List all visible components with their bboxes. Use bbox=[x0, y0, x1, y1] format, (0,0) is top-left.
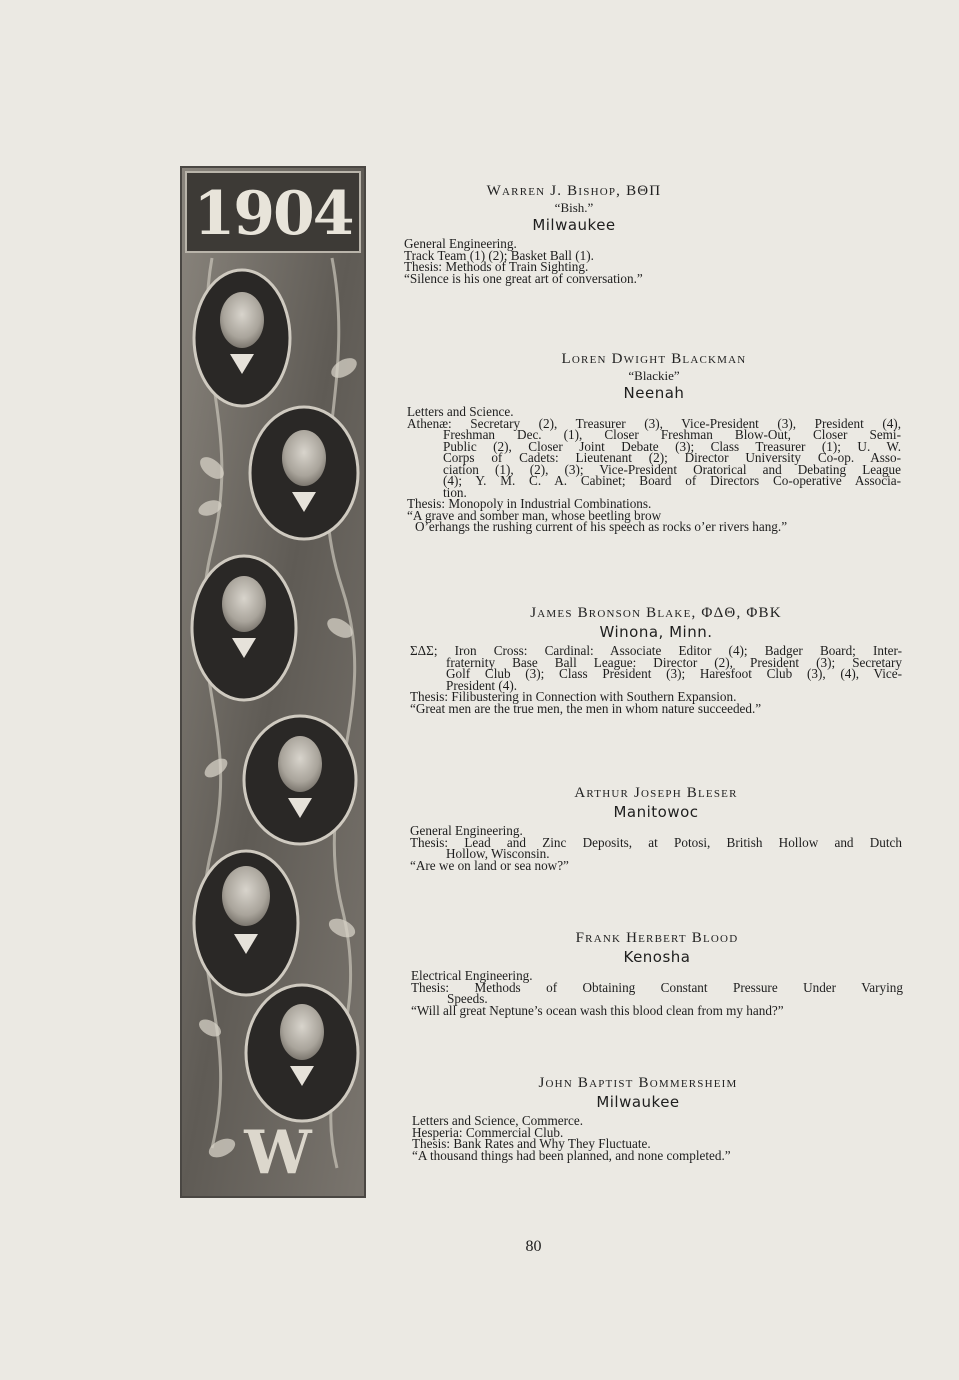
portrait-column bbox=[180, 166, 366, 1198]
quote: “Will all great Neptune’s ocean wash this blood clean from my hand?” bbox=[411, 1002, 784, 1018]
student-name: Warren J. Bishop, ΒΘΠ bbox=[486, 183, 662, 199]
thesis: Thesis: Methods of Obtaining Constant Pressure Under Varying bbox=[411, 979, 903, 995]
student-name: Loren Dwight Blackman bbox=[561, 351, 747, 367]
entry-blake bbox=[410, 604, 902, 714]
activities: Track Team (1) (2); Basket Ball (1). bbox=[404, 247, 594, 263]
entry-bishop bbox=[404, 182, 744, 284]
entry-bleser bbox=[410, 784, 902, 871]
hometown: Milwaukee bbox=[532, 216, 616, 234]
thesis: Thesis: Filibustering in Connection with Southern Expansion. bbox=[410, 689, 737, 704]
student-name: John Baptist Bommersheim bbox=[538, 1075, 738, 1091]
quote: “Silence is his one great art of conversation.” bbox=[404, 270, 643, 286]
entry-blood bbox=[411, 929, 903, 1016]
activities: Hesperia: Commercial Club. bbox=[412, 1124, 564, 1140]
year-plate: 1904 bbox=[193, 179, 353, 249]
quote: “A thousand things had been planned, and none completed.” bbox=[412, 1147, 731, 1163]
thesis: Thesis: Lead and Zinc Deposits, at Potosi, British Hollow and Dutch bbox=[410, 834, 902, 850]
student-name: Frank Herbert Blood bbox=[575, 930, 739, 946]
page-number: 80 bbox=[525, 1238, 542, 1255]
activities: ΣΔΣ; Iron Cross: Cardinal: Associate Editor (4); Badger Board; Inter- bbox=[410, 643, 902, 658]
student-name: James Bronson Blake, ΦΔΘ, ΦΒΚ bbox=[530, 605, 782, 621]
course: Letters and Science, Commerce. bbox=[412, 1113, 583, 1128]
thesis: Speeds. bbox=[447, 991, 488, 1006]
thesis: Thesis: Methods of Train Sighting. bbox=[404, 259, 589, 274]
entry-blackman bbox=[407, 350, 901, 533]
thesis: Thesis: Monopoly in Industrial Combinations. bbox=[407, 496, 652, 511]
course: General Engineering. bbox=[410, 823, 523, 838]
course: Letters and Science. bbox=[407, 404, 514, 419]
nickname: “Bish.” bbox=[554, 200, 594, 215]
activities: Golf Club (3); Class President (3); Haresfoot Club (3), (4), Vice- bbox=[446, 666, 902, 681]
w-monogram: W bbox=[244, 1118, 312, 1188]
student-name: Arthur Joseph Bleser bbox=[574, 785, 738, 801]
course: Electrical Engineering. bbox=[411, 968, 533, 983]
activities: fraternity Base Ball League: Director (2), President (3); Secretary bbox=[446, 654, 902, 670]
thesis: Thesis: Bank Rates and Why They Fluctuate. bbox=[412, 1136, 651, 1151]
hometown: Winona, Minn. bbox=[599, 623, 713, 641]
activities: (4); Y. M. C. A. Cabinet; Board of Directors Co-operative Associa- bbox=[443, 473, 901, 488]
activities: President (4). bbox=[446, 677, 518, 693]
hometown: Milwaukee bbox=[596, 1093, 680, 1111]
activities: Corps of Cadets: Lieutenant (2); Director University Co-op. Asso- bbox=[443, 450, 901, 465]
nickname: “Blackie” bbox=[628, 368, 680, 383]
quote: “Great men are the true men, the men in whom nature succeeded.” bbox=[410, 700, 762, 716]
hometown: Neenah bbox=[623, 384, 685, 402]
hometown: Manitowoc bbox=[613, 803, 699, 821]
activities: Freshman Dec. (1), Closer Freshman Blow-Out, Closer Semi- bbox=[443, 427, 901, 442]
thesis: Hollow, Wisconsin. bbox=[446, 846, 550, 861]
course: General Engineering. bbox=[404, 236, 517, 251]
activities: Athenæ: Secretary (2), Treasurer (3), Vice-President (3), President (4), bbox=[407, 415, 901, 431]
entry-bommersheim bbox=[412, 1074, 864, 1161]
quote: O’erhangs the rushing current of his speech as rocks o’er rivers hang.” bbox=[415, 519, 788, 534]
hometown: Kenosha bbox=[623, 948, 691, 966]
quote: “Are we on land or sea now?” bbox=[410, 857, 569, 873]
activities: ciation (1), (2), (3); Vice-President Oratorical and Debating League bbox=[443, 461, 901, 477]
activities: Public (2), Closer Joint Debate (3); Class Treasurer (1); U. W. bbox=[443, 438, 901, 454]
quote: “A grave and somber man, whose beetling brow bbox=[407, 507, 662, 523]
activities: tion. bbox=[443, 484, 467, 500]
